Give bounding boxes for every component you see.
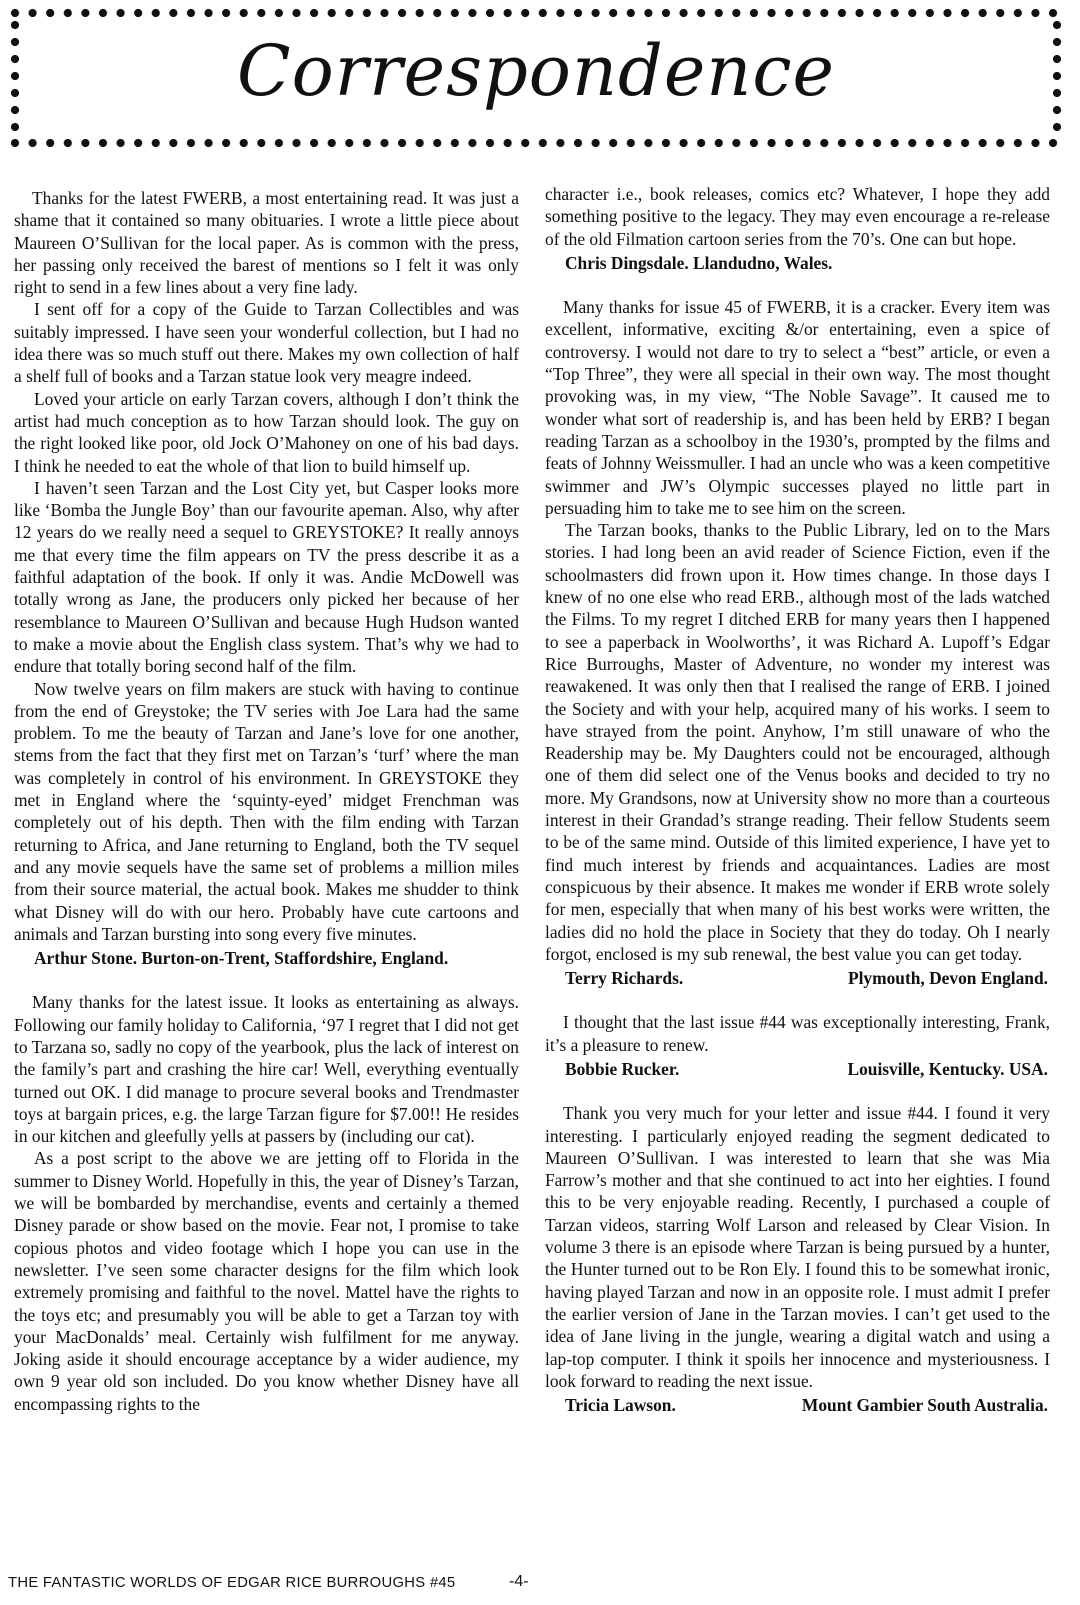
letter-paragraph: As a post script to the above we are jetting off to Florida in the summer to Disney World. Hopefully in this, the year of Disney’s Tarzan, we will be bombarded by merchandise, events and certainly a themed Disney parade or show based on the movie. Fear not, I promise to take copious photos and video footage which I hope you can use in the newsletter. I’ve seen some character designs for the film which look extremely promising and faithful to the novel. Mattel have the rights to the toys etc; and presumably you will be able to get a Tarzan toy with your MacDonalds’ meal. Certainly wish fulfilment for me anyway. Joking aside it should encourage acceptance by a wider audience, my own 9 year old son included. Do you know whether Disney have all encompassing rights to the	[14, 1148, 519, 1414]
letter-paragraph: I haven’t seen Tarzan and the Lost City yet, but Casper looks more like ‘Bomba the Jungle Boy’ than our favourite apeman. Also, why after 12 years do we really need a sequel to GREYSTOKE? It really annoys me that every time the film appears on TV the press describe it as a faithful adaptation of the book. If only it was. Andie McDowell was totally wrong as Jane, the producers only picked her because of her resemblance to Maureen O’Sullivan and because Hugh Hudson wanted to make a movie about the English class system. That’s why we had to endure that totally boring second half of the film.	[14, 477, 519, 677]
signature-name: Arthur Stone. Burton-on-Trent, Staffordshire, England.	[34, 948, 449, 969]
letter-signature	[14, 947, 519, 969]
letter-terry-richards	[545, 296, 1050, 989]
page-title: Correspondence	[237, 30, 835, 112]
letter-signature	[545, 1394, 1050, 1416]
letter-paragraph: I sent off for a copy of the Guide to Tarzan Collectibles and was suitably impressed. I have seen your wonderful collection, but I had no idea there was so much stuff out there. Makes my own collection of half a shelf full of books and a Tarzan statue look very meagre indeed.	[14, 299, 519, 387]
letter-paragraph: Loved your article on early Tarzan covers, although I don’t think the artist had much conception as to how Tarzan should look. The guy on the right looked like poor, old Jock O’Mahoney on one of his bad days. I think he needed to eat the whole of that lion to build himself up.	[14, 388, 519, 476]
right-column	[545, 183, 1050, 1416]
letter-bobbie-rucker	[545, 1011, 1050, 1080]
letter-signature	[545, 1058, 1050, 1080]
letter-chris-dingsdale-continued	[545, 183, 1050, 274]
letter-paragraph: Now twelve years on film makers are stuck with having to continue from the end of Greystoke; the TV series with Joe Lara had the same problem. To me the beauty of Tarzan and Jane’s love for one another, stems from the fact that they first met on Tarzan’s ‘turf’ where the man was completely in control of his environment. In GREYSTOKE they met in England where the ‘squinty-eyed’ midget Frenchman was completely out of his depth. Then with the film ending with Tarzan returning to Africa, and Jane returning to England, both the TV sequel and any movie sequels have the same set of problems a million miles from their source material, the actual book. Makes me shudder to think what Disney will do with our hero. Probably have cute cartoons and animals and Tarzan bursting into song every five minutes.	[14, 678, 519, 944]
bottom-dotted-border	[10, 138, 1062, 148]
letter-signature	[545, 252, 1050, 274]
letter-paragraph: I thought that the last issue #44 was exceptionally interesting, Frank, it’s a pleasure to renew.	[545, 1012, 1050, 1055]
footer-publication-title: THE FANTASTIC WORLDS OF EDGAR RICE BURROUGHS #45	[8, 1575, 456, 1591]
signature-name: Chris Dingsdale. Llandudno, Wales.	[565, 252, 833, 273]
letter-paragraph: Many thanks for issue 45 of FWERB, it is a cracker. Every item was excellent, informative, exciting &/or entertaining, even a spice of controversy. I would not dare to try to select a “best” article, or even a “Top Three”, they were all special in their own way. The most thought provoking was, in my view, “The Noble Savage”. It caused me to wonder what sort of readership is, and has been held by ERB? I began reading Tarzan as a schoolboy in the 1930’s, prompted by the films and feats of Johnny Weissmuller. I had an uncle who was a keen competitive swimmer and JW’s Olympic successes played no little part in persuading him to take me to see him on the screen.	[545, 297, 1050, 518]
letter-paragraph: Many thanks for the latest issue. It looks as entertaining as always. Following our family holiday to California, ‘97 I regret that I did not get to Tarzana so, sadly no copy of the yearbook, plus the lack of interest on the family’s part and crashing the hire car! Well, everything eventually turned out OK. I did manage to procure several books and Trendmaster toys at bargain prices, e.g. the large Tarzan figure for $7.00!! He resides in our kitchen and gleefully yells at passers by (including our cat).	[14, 992, 519, 1147]
signature-place: Louisville, Kentucky. USA.	[847, 1058, 1048, 1079]
left-column	[14, 187, 519, 1415]
letter-signature	[545, 967, 1050, 989]
signature-name: Tricia Lawson.	[565, 1395, 676, 1416]
letter-arthur-stone	[14, 187, 519, 969]
signature-place: Mount Gambier South Australia.	[801, 1395, 1048, 1416]
letter-paragraph-continued: character i.e., book releases, comics etc? Whatever, I hope they add something positive to the legacy. They may even encourage a re-release of the old Filmation cartoon series from the 70’s. One can but hope.	[545, 184, 1050, 249]
top-dotted-border	[10, 8, 1062, 18]
header-dotted-box	[10, 8, 1062, 148]
signature-place: Plymouth, Devon England.	[847, 968, 1048, 989]
signature-name: Bobbie Rucker.	[565, 1058, 680, 1079]
page-number: -4-	[509, 1573, 529, 1590]
letter-chris-dingsdale	[14, 991, 519, 1415]
letter-paragraph: The Tarzan books, thanks to the Public Library, led on to the Mars stories. I had long been an avid reader of Science Fiction, even if the schoolmasters did frown upon it. How times change. In those days I knew of no one else who read ERB., although most of the lads watched the Films. To my regret I ditched ERB for many years then I happened to see a paperback in Woolworths’, it was Richard A. Lupoff’s Edgar Rice Burroughs, Master of Adventure, no wonder my interest was reawakened. It was only then that I realised the range of ERB. I joined the Society and with your help, acquired many of his works. I seem to have strayed from the point. Anyhow, I’m still unaware of who the Readership may be. My Daughters could not be encouraged, although one of them did select one of the Venus books and decided to try no more. My Grandsons, now at University show no more than a courteous interest in their Grandad’s strange reading. Their fellow Students seem to be of the same mind. Outside of this limited experience, I have yet to find much interest by friends and acquaintances. Ladies are most conspicuous by their absence. It makes me wonder if ERB wrote solely for men, especially that when many of his best works were written, the ladies did no hold the place in Society that they do today. Oh I nearly forgot, enclosed is my sub renewal, the best value you can get today.	[545, 520, 1050, 964]
letter-paragraph: Thank you very much for your letter and issue #44. I found it very interesting. I particularly enjoyed reading the segment dedicated to Maureen O’Sullivan. I was interested to learn that she was Mia Farrow’s mother and that she continued to act into her eighties. I found this to be very enjoyable reading. Recently, I purchased a couple of Tarzan videos, starring Wolf Larson and released by Clear Vision. In volume 3 there is an episode where Tarzan is being pursued by a hunter, the Hunter turned out to be Ron Ely. I found this to be somewhat ironic, having played Tarzan and now in an opposite role. I must admit I prefer the earlier version of Jane in the Tarzan movies. I can’t get used to the idea of Jane living in the jungle, wearing a digital watch and using a lap-top computer. I think it spoils her innocence and mysteriousness. I look forward to reading the next issue.	[545, 1103, 1050, 1391]
letter-tricia-lawson	[545, 1102, 1050, 1416]
signature-name: Terry Richards.	[565, 968, 684, 989]
letter-paragraph: Thanks for the latest FWERB, a most entertaining read. It was just a shame that it contained so many obituaries. I wrote a little piece about Maureen O’Sullivan for the local paper. As is common with the press, her passing only received the barest of mentions so I felt it was only right to send in a few lines about a very fine lady.	[14, 188, 519, 298]
